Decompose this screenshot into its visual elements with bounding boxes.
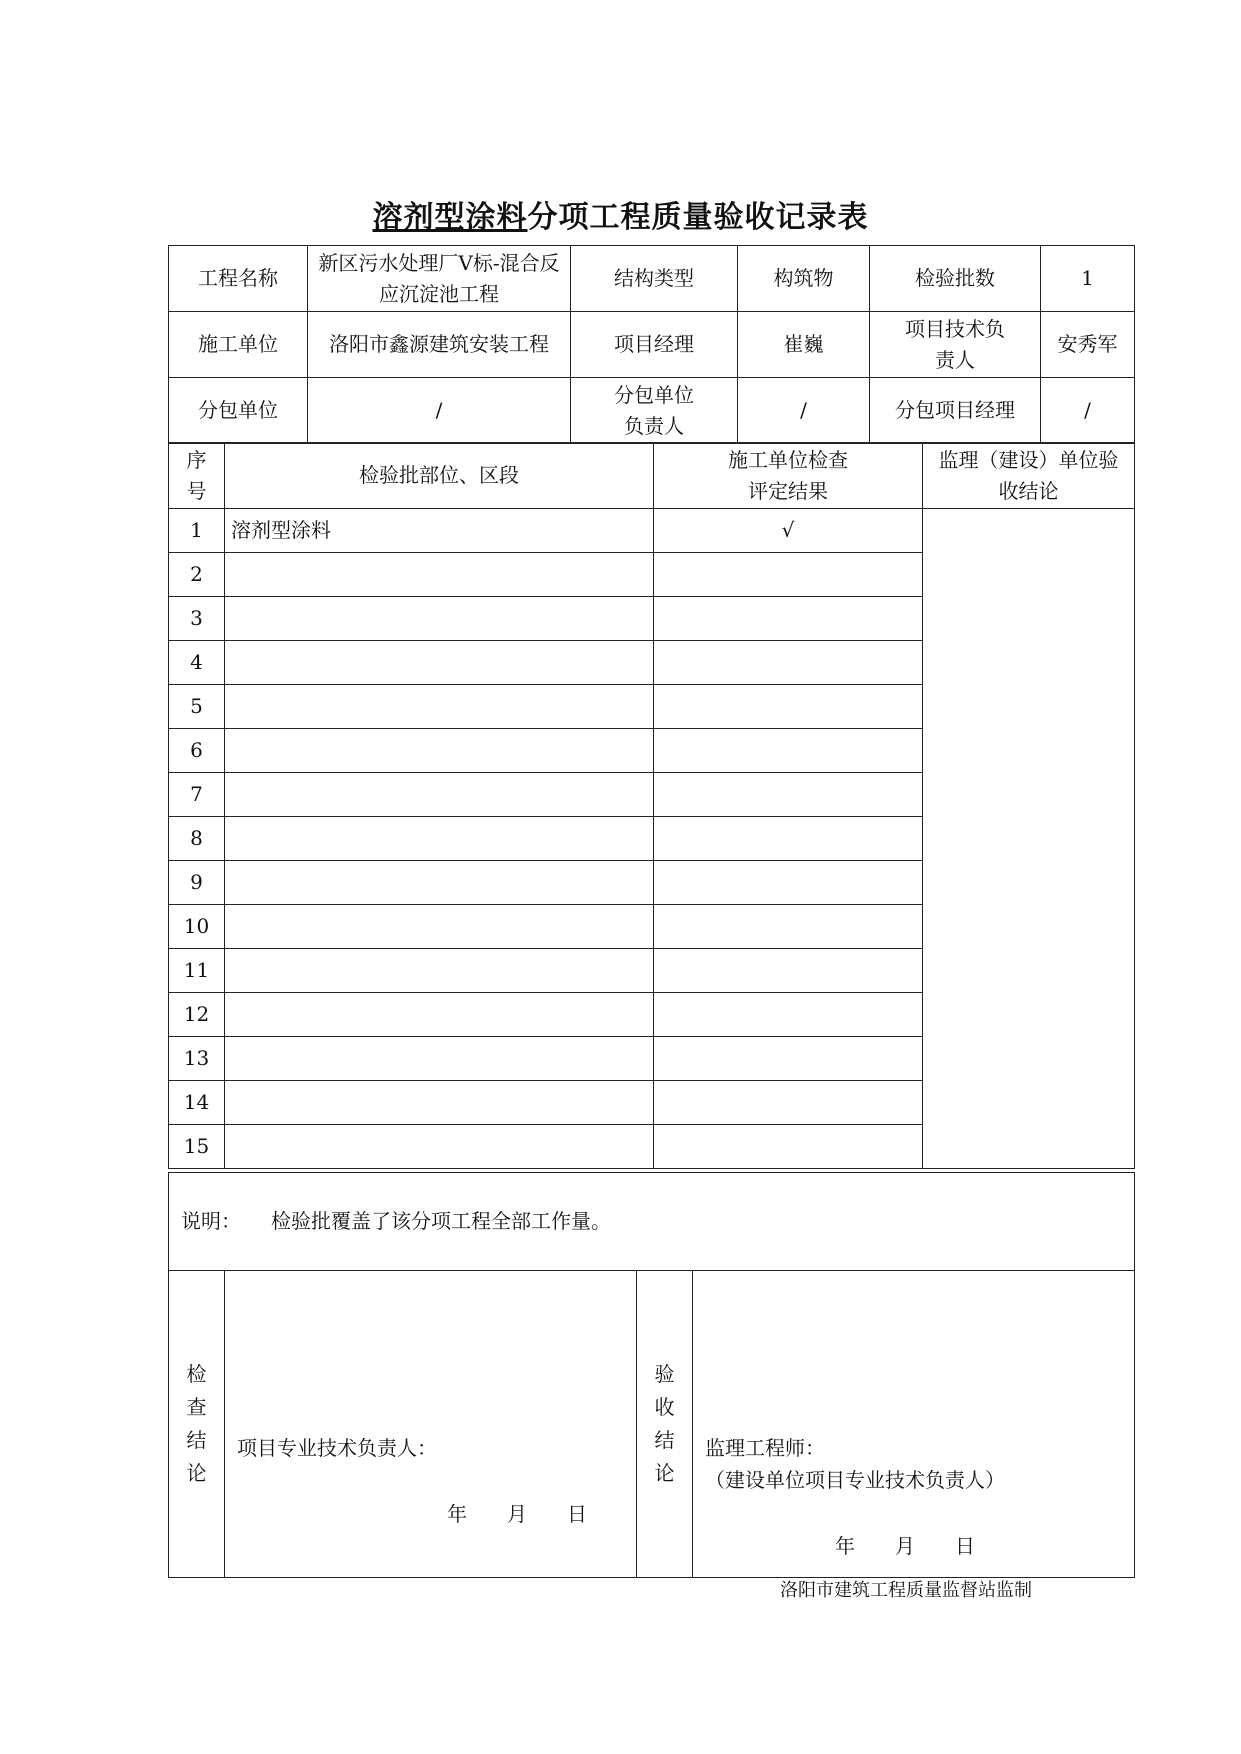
accept-signer-alt-label: （建设单位项目专业技术负责人）: [705, 1468, 1005, 1492]
sub-pm-label: 分包项目经理: [870, 378, 1041, 444]
row-seq: 14: [169, 1081, 225, 1125]
row-seq: 3: [169, 597, 225, 641]
note-label: 说明：: [181, 1209, 241, 1233]
row-seq: 15: [169, 1125, 225, 1169]
row-result: [654, 993, 923, 1037]
row-seq: 4: [169, 641, 225, 685]
accept-date: 年 月 日: [835, 1534, 975, 1558]
row-result: [654, 949, 923, 993]
row-seq: 1: [169, 509, 225, 553]
title-subject: 溶剂型涂料: [372, 200, 528, 235]
row-seq: 12: [169, 993, 225, 1037]
project-manager-label: 项目经理: [571, 312, 738, 378]
batch-table: [168, 442, 1135, 1169]
project-manager-value: 崔巍: [738, 312, 870, 378]
row-result: [654, 641, 923, 685]
accept-conclusion-cell: [693, 1271, 1135, 1578]
row-seq: 2: [169, 553, 225, 597]
contractor-label: 施工单位: [169, 312, 308, 378]
header-info-table: [168, 245, 1135, 444]
note-table: [168, 1172, 1135, 1271]
row-result: [654, 817, 923, 861]
row-result: [654, 729, 923, 773]
table-row: [169, 509, 1135, 553]
row-result: [654, 553, 923, 597]
batch-count-value: 1: [1041, 246, 1135, 312]
tech-lead-label: 项目技术负责人: [870, 312, 1041, 378]
row-result: [654, 597, 923, 641]
row-seq: 6: [169, 729, 225, 773]
page-title: [0, 192, 1241, 236]
row-location: [225, 861, 654, 905]
check-conclusion-label: 检查结论: [169, 1271, 225, 1578]
row-location: [225, 1125, 654, 1169]
row-seq: 5: [169, 685, 225, 729]
row-result: [654, 861, 923, 905]
accept-signer-label: 监理工程师：: [705, 1436, 825, 1460]
supervisor-conclusion-cell: [923, 509, 1135, 1169]
check-date: 年 月 日: [447, 1502, 587, 1526]
contractor-value: 洛阳市鑫源建筑安装工程: [308, 312, 571, 378]
check-signer-label: 项目专业技术负责人：: [237, 1436, 437, 1460]
project-name-label: 工程名称: [169, 246, 308, 312]
row-result: √: [654, 509, 923, 553]
accept-conclusion-label: 验收结论: [637, 1271, 693, 1578]
row-location: [225, 993, 654, 1037]
conclusion-table: [168, 1270, 1135, 1578]
sub-pm-value: /: [1041, 378, 1135, 444]
col-location-header: 检验批部位、区段: [225, 443, 654, 509]
row-result: [654, 1037, 923, 1081]
structure-type-value: 构筑物: [738, 246, 870, 312]
subcontractor-value: /: [308, 378, 571, 444]
col-seq-header: 序号: [169, 443, 225, 509]
row-location: 溶剂型涂料: [225, 509, 654, 553]
row-seq: 13: [169, 1037, 225, 1081]
sub-lead-value: /: [738, 378, 870, 444]
row-location: [225, 641, 654, 685]
sub-lead-label: 分包单位负责人: [571, 378, 738, 444]
tech-lead-value: 安秀军: [1041, 312, 1135, 378]
row-seq: 11: [169, 949, 225, 993]
row-seq: 7: [169, 773, 225, 817]
row-location: [225, 553, 654, 597]
note-cell: [169, 1173, 1135, 1271]
title-rest: 分项工程质量验收记录表: [527, 200, 869, 235]
row-location: [225, 685, 654, 729]
check-conclusion-cell: [225, 1271, 637, 1578]
note-text: 检验批覆盖了该分项工程全部工作量。: [271, 1209, 611, 1233]
row-location: [225, 729, 654, 773]
footer-issuer: 洛阳市建筑工程质量监督站监制: [780, 1580, 1032, 1601]
col-supervisor-result-header: 监理（建设）单位验收结论: [923, 443, 1135, 509]
row-result: [654, 905, 923, 949]
batch-count-label: 检验批数: [870, 246, 1041, 312]
row-location: [225, 597, 654, 641]
row-seq: 8: [169, 817, 225, 861]
row-location: [225, 905, 654, 949]
structure-type-label: 结构类型: [571, 246, 738, 312]
row-result: [654, 685, 923, 729]
col-contractor-result-header: 施工单位检查评定结果: [654, 443, 923, 509]
row-result: [654, 1081, 923, 1125]
row-result: [654, 773, 923, 817]
row-seq: 9: [169, 861, 225, 905]
row-location: [225, 773, 654, 817]
row-result: [654, 1125, 923, 1169]
project-name-value: 新区污水处理厂Ⅴ标-混合反应沉淀池工程: [308, 246, 571, 312]
subcontractor-label: 分包单位: [169, 378, 308, 444]
row-location: [225, 1081, 654, 1125]
row-location: [225, 1037, 654, 1081]
row-location: [225, 817, 654, 861]
row-seq: 10: [169, 905, 225, 949]
row-location: [225, 949, 654, 993]
